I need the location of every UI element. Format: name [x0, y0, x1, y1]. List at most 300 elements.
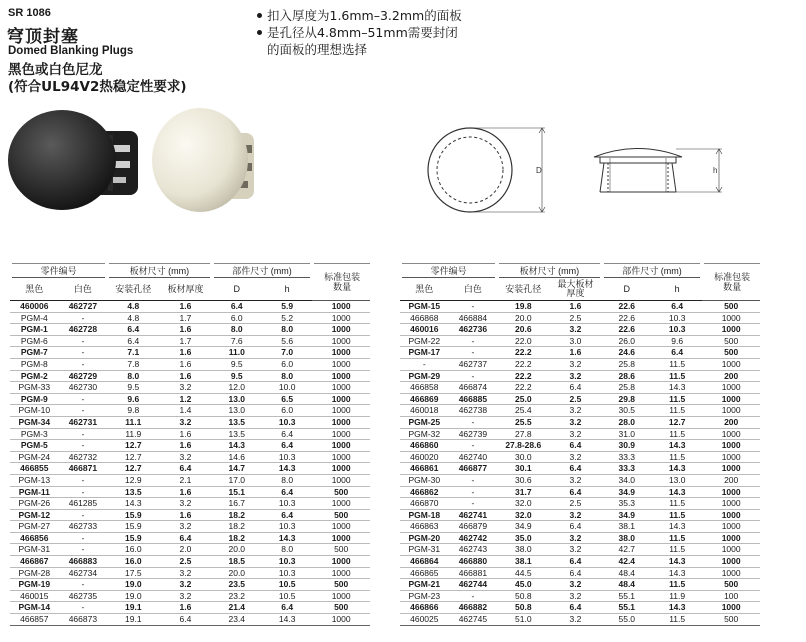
table-row	[400, 440, 760, 452]
diameter-d-cell: 25.8	[618, 382, 636, 393]
pack-qty-cell: 1000	[721, 451, 741, 462]
diameter-d-cell: 14.6	[228, 451, 246, 462]
page-title-cn: 穹顶封塞	[7, 27, 79, 47]
black-part-no-cell: 466855	[20, 463, 49, 474]
white-part-no-cell: -	[81, 474, 85, 485]
bullet-2: 是孔径从4.8mm–51mm需要封闭	[257, 24, 462, 41]
panel-thickness-cell: 3.2	[569, 358, 582, 369]
panel-thickness-cell: 3.2	[569, 428, 582, 439]
pack-qty-cell: 1000	[331, 521, 351, 532]
side-view	[594, 149, 722, 193]
white-part-no-cell: -	[81, 358, 85, 369]
diameter-d-cell: 28.0	[618, 416, 636, 427]
black-part-no-cell: PGM-15	[408, 301, 441, 311]
height-h-cell: 14.3	[668, 382, 686, 393]
white-part-no-cell: -	[471, 590, 475, 601]
header-white: 白色	[73, 283, 92, 294]
hole-size-cell: 7.1	[127, 347, 140, 358]
pack-qty-cell: 500	[334, 602, 349, 613]
page-title-en: Domed Blanking Plugs	[8, 45, 134, 57]
white-part-no-cell: -	[471, 347, 475, 358]
black-part-no-cell: PGM-30	[408, 474, 441, 485]
height-h-cell: 8.0	[281, 324, 294, 335]
pack-qty-cell: 1000	[331, 474, 351, 485]
diameter-d-cell: 20.0	[228, 544, 246, 555]
hole-size-cell: 27.8	[515, 428, 532, 439]
black-part-no-cell: PGM-33	[18, 382, 51, 393]
white-part-no-cell: -	[471, 498, 475, 509]
hole-size-cell: 6.4	[127, 324, 140, 335]
table-row	[10, 405, 370, 417]
panel-thickness-cell: 6.4	[569, 486, 582, 497]
pack-qty-cell: 1000	[331, 416, 351, 427]
table-row	[400, 556, 760, 568]
white-part-no-cell: 466880	[458, 556, 488, 567]
white-part-no-cell: -	[81, 440, 85, 451]
diameter-d-cell: 35.3	[618, 498, 636, 509]
header-thickness: 板材厚度	[167, 283, 204, 294]
pack-qty-cell: 1000	[331, 498, 351, 509]
product-photo	[4, 105, 259, 213]
black-part-no-cell: PGM-9	[20, 393, 48, 404]
panel-thickness-cell: 3.2	[569, 405, 582, 416]
height-h-cell: 10.5	[278, 579, 296, 590]
pack-qty-cell: 1000	[721, 544, 741, 555]
pack-qty-cell: 1000	[331, 405, 351, 416]
diameter-d-cell: 23.5	[228, 579, 246, 590]
table-row	[10, 486, 370, 498]
white-part-no-cell: -	[81, 532, 85, 543]
panel-thickness-cell: 3.2	[569, 579, 582, 590]
table-row	[10, 440, 370, 452]
hole-size-cell: 14.3	[125, 498, 142, 509]
hole-size-cell: 22.2	[515, 370, 532, 381]
panel-thickness-cell: 3.2	[179, 498, 192, 509]
white-part-no-cell: 462728	[68, 324, 98, 335]
pack-qty-cell: 500	[334, 579, 349, 590]
diameter-d-cell: 30.9	[618, 440, 636, 451]
diameter-d-cell: 6.4	[230, 301, 243, 311]
pack-qty-cell: 1000	[331, 324, 351, 335]
panel-thickness-cell: 1.6	[179, 486, 192, 497]
diameter-d-cell: 9.5	[230, 358, 243, 369]
pack-qty-cell: 1000	[331, 301, 351, 311]
panel-thickness-cell: 1.6	[179, 324, 192, 335]
white-part-no-cell: -	[81, 405, 85, 416]
black-part-no-cell: PGM-20	[408, 532, 441, 543]
panel-thickness-cell: 3.2	[569, 416, 582, 427]
black-part-no-cell: PGM-18	[408, 509, 441, 520]
hole-size-cell: 15.9	[125, 521, 142, 532]
black-part-no-cell: 466866	[410, 602, 439, 613]
panel-thickness-cell: 3.2	[569, 532, 582, 543]
hole-size-cell: 4.8	[127, 312, 140, 323]
table-row	[10, 521, 370, 533]
hole-size-cell: 20.0	[515, 312, 532, 323]
height-h-cell: 10.3	[278, 521, 296, 532]
diameter-d-cell: 7.6	[230, 335, 243, 346]
table-row	[10, 509, 370, 521]
diameter-d-cell: 18.2	[228, 532, 246, 543]
header-part-no: 零件编号	[10, 264, 107, 278]
header-d: D	[233, 283, 240, 294]
height-h-cell: 6.4	[671, 347, 684, 358]
panel-thickness-cell: 2.5	[569, 312, 582, 323]
diameter-d-cell: 12.0	[228, 382, 246, 393]
height-h-cell: 6.4	[281, 440, 294, 451]
white-part-no-cell: -	[471, 370, 475, 381]
height-h-cell: 14.3	[278, 532, 296, 543]
table-row	[10, 393, 370, 405]
black-part-no-cell: PGM-31	[408, 544, 441, 555]
table-row	[10, 602, 370, 614]
hole-size-cell: 35.0	[515, 532, 532, 543]
height-h-cell: 6.4	[281, 428, 294, 439]
panel-thickness-cell: 6.4	[179, 614, 192, 625]
black-part-no-cell: 466860	[410, 440, 439, 451]
hole-size-cell: 4.8	[127, 301, 140, 311]
white-part-no-cell: -	[471, 301, 475, 311]
hole-size-cell: 19.1	[125, 602, 142, 613]
hole-size-cell: 9.6	[127, 393, 140, 404]
hole-size-cell: 12.7	[125, 451, 142, 462]
pack-qty-cell: 1000	[331, 614, 351, 625]
diameter-d-cell: 20.0	[228, 567, 246, 578]
hole-size-cell: 22.2	[515, 347, 532, 358]
panel-thickness-cell: 1.7	[179, 312, 192, 323]
white-part-no-cell: -	[81, 335, 85, 346]
white-part-no-cell: 462727	[68, 301, 98, 311]
diameter-d-cell: 55.1	[618, 590, 636, 601]
height-h-cell: 11.5	[669, 579, 686, 590]
panel-thickness-cell: 1.6	[179, 370, 192, 381]
table-row	[400, 486, 760, 498]
hole-size-cell: 50.8	[515, 602, 532, 613]
pack-qty-cell: 1000	[721, 567, 741, 578]
height-h-cell: 11.5	[669, 428, 686, 439]
pack-qty-cell: 1000	[331, 312, 351, 323]
diameter-d-cell: 28.6	[618, 370, 636, 381]
height-h-cell: 6.0	[281, 405, 294, 416]
height-h-cell: 14.3	[668, 521, 686, 532]
black-part-no-cell: 460016	[410, 324, 439, 335]
white-part-no-cell: 462732	[68, 451, 98, 462]
black-part-no-cell: 466864	[410, 556, 439, 567]
header-pack-qty: 标准包装数量	[312, 264, 370, 301]
black-part-no-cell: PGM-1	[20, 324, 48, 335]
diameter-d-cell: 25.8	[618, 358, 636, 369]
diameter-d-cell: 22.6	[618, 312, 636, 323]
pack-qty-cell: 100	[724, 590, 739, 601]
black-part-no-cell: 466867	[20, 556, 49, 567]
black-part-no-cell: PGM-34	[18, 416, 51, 427]
hole-size-cell: 27.8-28.6	[505, 440, 542, 451]
height-h-cell: 11.5	[669, 393, 686, 404]
table-row	[400, 532, 760, 544]
table-row	[400, 451, 760, 463]
pack-qty-cell: 1000	[721, 602, 741, 613]
diameter-d-cell: 18.5	[228, 556, 246, 567]
black-part-no-cell: PGM-24	[18, 451, 51, 462]
diameter-d-cell: 13.0	[228, 405, 246, 416]
panel-thickness-cell: 1.6	[179, 509, 192, 520]
diameter-d-cell: 30.5	[618, 405, 636, 416]
height-h-cell: 7.0	[281, 347, 294, 358]
diameter-d-cell: 11.0	[228, 347, 245, 358]
table-row	[10, 614, 370, 626]
white-part-no-cell: -	[471, 416, 475, 427]
height-h-cell: 13.0	[668, 474, 686, 485]
panel-thickness-cell: 1.2	[179, 393, 192, 404]
hole-size-cell: 25.0	[515, 393, 532, 404]
header-part-size: 部件尺寸 (mm)	[212, 264, 313, 278]
table-row	[400, 428, 760, 440]
black-part-no-cell: PGM-14	[18, 602, 51, 613]
height-h-cell: 6.4	[281, 602, 294, 613]
header-h: h	[284, 283, 290, 294]
pack-qty-cell: 1000	[721, 463, 741, 474]
hole-size-cell: 16.0	[125, 556, 142, 567]
black-part-no-cell: PGM-6	[20, 335, 48, 346]
hole-size-cell: 12.7	[125, 440, 142, 451]
table-row	[400, 498, 760, 510]
white-part-no-cell: 462744	[458, 579, 488, 590]
black-part-no-cell: 466863	[410, 521, 439, 532]
panel-thickness-cell: 1.6	[569, 301, 582, 311]
pack-qty-cell: 1000	[331, 428, 351, 439]
panel-thickness-cell: 3.2	[179, 451, 192, 462]
header-hole: 安装孔径	[505, 283, 542, 294]
black-plug-image	[8, 110, 138, 210]
table-row	[400, 312, 760, 324]
bullet-2-continued: 的面板的理想选择	[267, 42, 368, 57]
white-part-no-cell: -	[81, 428, 85, 439]
panel-thickness-cell: 3.2	[179, 521, 192, 532]
diameter-d-cell: 6.0	[230, 312, 243, 323]
diameter-d-cell: 55.0	[618, 614, 636, 625]
white-part-no-cell: 466879	[458, 521, 488, 532]
panel-thickness-cell: 6.4	[179, 463, 192, 474]
table-row	[10, 335, 370, 347]
table-row	[400, 335, 760, 347]
table-row	[400, 393, 760, 405]
height-h-cell: 10.0	[278, 382, 296, 393]
header-white: 白色	[463, 283, 482, 294]
material-line-2: (符合UL94V2热稳定性要求)	[8, 79, 187, 95]
height-h-cell: 11.5	[669, 614, 686, 625]
black-part-no-cell: PGM-10	[18, 405, 51, 416]
white-part-no-cell: 462735	[68, 590, 98, 601]
hole-size-cell: 12.9	[125, 474, 142, 485]
pack-qty-cell: 1000	[721, 428, 741, 439]
white-part-no-cell: 462731	[68, 416, 98, 427]
black-part-no-cell: PGM-23	[408, 590, 441, 601]
hole-size-cell: 50.8	[515, 590, 532, 601]
black-part-no-cell: 466861	[410, 463, 439, 474]
panel-thickness-cell: 3.2	[569, 451, 582, 462]
black-part-no-cell: 466870	[410, 498, 439, 509]
height-h-cell: 10.3	[278, 567, 296, 578]
height-h-cell: 11.5	[669, 358, 686, 369]
white-part-no-cell: -	[81, 347, 85, 358]
black-part-no-cell: PGM-27	[18, 521, 51, 532]
diameter-d-cell: 15.1	[228, 486, 246, 497]
height-h-cell: 10.3	[668, 312, 686, 323]
hole-size-cell: 16.0	[125, 544, 142, 555]
height-h-cell: 5.9	[281, 301, 294, 311]
pack-qty-cell: 1000	[331, 347, 351, 358]
header-d: D	[623, 283, 630, 294]
hole-size-cell: 19.1	[125, 614, 142, 625]
pack-qty-cell: 500	[334, 486, 349, 497]
black-part-no-cell: 466865	[410, 567, 439, 578]
panel-thickness-cell: 2.5	[569, 393, 582, 404]
table-row	[400, 347, 760, 359]
panel-thickness-cell: 3.2	[179, 567, 192, 578]
white-part-no-cell: 462743	[458, 544, 488, 555]
black-part-no-cell: 460015	[20, 590, 49, 601]
table-row	[400, 463, 760, 475]
diameter-d-cell: 14.3	[228, 440, 246, 451]
diameter-d-cell: 16.7	[228, 498, 246, 509]
table-row	[10, 347, 370, 359]
height-h-cell: 11.5	[669, 405, 686, 416]
hole-size-cell: 51.0	[515, 614, 532, 625]
hole-size-cell: 38.1	[515, 556, 532, 567]
diameter-d-cell: 42.7	[618, 544, 636, 555]
black-part-no-cell: PGM-28	[18, 567, 51, 578]
diameter-d-cell: 8.0	[230, 324, 243, 335]
hole-size-cell: 11.1	[125, 416, 142, 427]
diameter-d-cell: 22.6	[618, 301, 636, 311]
white-part-no-cell: 466874	[458, 382, 488, 393]
table-row	[10, 428, 370, 440]
pack-qty-cell: 1000	[721, 556, 741, 567]
white-part-no-cell: 462737	[458, 358, 488, 369]
height-h-cell: 11.5	[669, 509, 686, 520]
black-part-no-cell: PGM-25	[408, 416, 441, 427]
panel-thickness-cell: 3.2	[179, 579, 192, 590]
pack-qty-cell: 1000	[721, 521, 741, 532]
black-part-no-cell: 466869	[410, 393, 439, 404]
panel-thickness-cell: 3.2	[569, 614, 582, 625]
pack-qty-cell: 1000	[721, 405, 741, 416]
dim-h-label: h	[713, 166, 718, 175]
hole-size-cell: 30.6	[515, 474, 532, 485]
white-part-no-cell: 466882	[458, 602, 488, 613]
diameter-d-cell: 21.4	[228, 602, 246, 613]
height-h-cell: 10.3	[278, 416, 296, 427]
panel-thickness-cell: 6.4	[569, 567, 582, 578]
black-part-no-cell: PGM-3	[20, 428, 48, 439]
diameter-d-cell: 55.1	[618, 602, 636, 613]
table-row	[10, 382, 370, 394]
panel-thickness-cell: 1.6	[179, 428, 192, 439]
height-h-cell: 9.6	[671, 335, 684, 346]
black-part-no-cell: PGM-32	[408, 428, 441, 439]
height-h-cell: 6.4	[671, 301, 684, 311]
header-part-size: 部件尺寸 (mm)	[602, 264, 703, 278]
pack-qty-cell: 1000	[721, 358, 741, 369]
height-h-cell: 6.0	[281, 358, 294, 369]
white-part-no-cell: 462739	[458, 428, 488, 439]
table-row	[10, 590, 370, 602]
panel-thickness-cell: 3.2	[569, 544, 582, 555]
height-h-cell: 11.5	[669, 451, 686, 462]
black-part-no-cell: PGM-8	[20, 358, 48, 369]
black-part-no-cell: 466858	[410, 382, 439, 393]
black-part-no-cell: 466857	[20, 614, 49, 625]
panel-thickness-cell: 1.6	[179, 440, 192, 451]
white-part-no-cell: 466883	[68, 556, 98, 567]
height-h-cell: 11.5	[669, 532, 686, 543]
panel-thickness-cell: 3.2	[179, 416, 192, 427]
panel-thickness-cell: 3.2	[569, 509, 582, 520]
hole-size-cell: 15.9	[125, 532, 142, 543]
hole-size-cell: 32.0	[515, 498, 532, 509]
black-part-no-cell: 460006	[20, 301, 49, 311]
table-row	[10, 324, 370, 336]
panel-thickness-cell: 2.5	[179, 556, 192, 567]
hole-size-cell: 19.0	[125, 590, 142, 601]
height-h-cell: 14.3	[668, 556, 686, 567]
diameter-d-cell: 23.2	[228, 590, 246, 601]
height-h-cell: 11.5	[669, 544, 686, 555]
hole-size-cell: 11.9	[125, 428, 142, 439]
height-h-cell: 10.3	[278, 451, 296, 462]
black-part-no-cell: PGM-5	[20, 440, 48, 451]
header-hole: 安装孔径	[115, 283, 152, 294]
diameter-d-cell: 13.5	[228, 428, 246, 439]
pack-qty-cell: 1000	[721, 324, 741, 335]
table-row	[400, 567, 760, 579]
pack-qty-cell: 200	[724, 416, 739, 427]
pack-qty-cell: 1000	[331, 335, 351, 346]
pack-qty-cell: 1000	[331, 590, 351, 601]
hole-size-cell: 44.5	[515, 567, 532, 578]
table-right-body	[400, 301, 760, 626]
white-part-no-cell: 462742	[458, 532, 488, 543]
header-part-no: 零件编号	[400, 264, 497, 278]
diameter-d-cell: 9.5	[230, 370, 243, 381]
header-panel-size: 板材尺寸 (mm)	[107, 264, 211, 278]
table-row	[400, 358, 760, 370]
table-row	[10, 498, 370, 510]
pack-qty-cell: 1000	[331, 358, 351, 369]
white-part-no-cell: 461285	[68, 498, 98, 509]
table-row	[400, 544, 760, 556]
pack-qty-cell: 500	[724, 301, 739, 311]
hole-size-cell: 30.1	[515, 463, 532, 474]
height-h-cell: 8.0	[281, 544, 294, 555]
panel-thickness-cell: 2.0	[179, 544, 192, 555]
diameter-d-cell: 48.4	[618, 579, 636, 590]
table-row	[400, 324, 760, 336]
white-part-no-cell: 466881	[458, 567, 488, 578]
diameter-d-cell: 48.4	[618, 567, 636, 578]
table-row	[10, 358, 370, 370]
pack-qty-cell: 500	[724, 347, 739, 358]
height-h-cell: 5.6	[281, 335, 294, 346]
diameter-d-cell: 18.2	[228, 521, 246, 532]
black-part-no-cell: 466868	[410, 312, 439, 323]
white-part-no-cell: -	[81, 602, 85, 613]
white-part-no-cell: 462738	[458, 405, 488, 416]
height-h-cell: 14.3	[668, 486, 686, 497]
pack-qty-cell: 500	[724, 614, 739, 625]
panel-thickness-cell: 3.0	[569, 335, 582, 346]
hole-size-cell: 9.8	[127, 405, 140, 416]
